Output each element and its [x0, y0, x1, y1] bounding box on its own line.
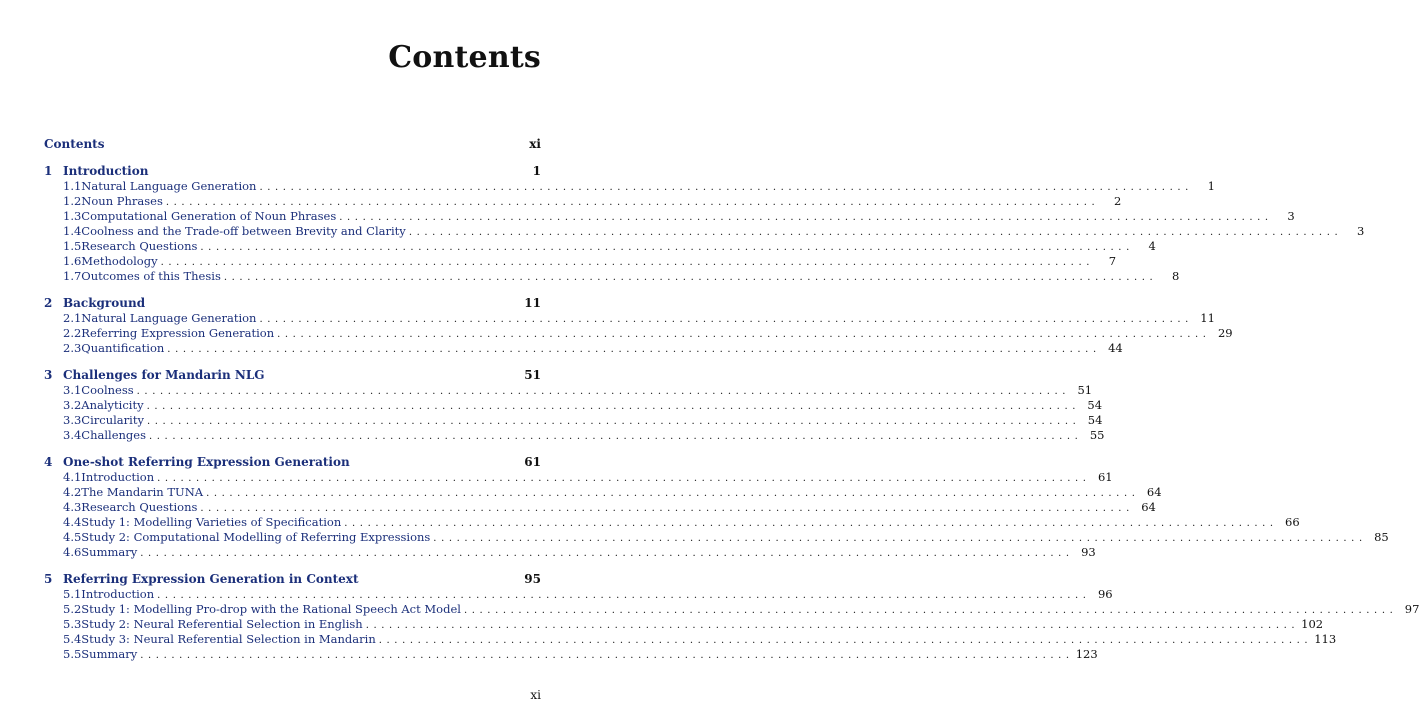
chapter-page: 61: [524, 455, 541, 469]
toc-section-entry[interactable]: [44, 254, 1117, 269]
section-number: 3.1: [63, 383, 82, 397]
toc-chapter-entry[interactable]: [44, 572, 541, 587]
chapter-title: Introduction: [63, 164, 149, 178]
toc-section-entry[interactable]: [44, 602, 1419, 617]
toc-chapter-entry[interactable]: [44, 296, 541, 311]
toc-section-entry[interactable]: [44, 383, 1093, 398]
toc-contents-label: Contents: [44, 137, 105, 151]
toc-section-entry[interactable]: [44, 647, 1098, 662]
section-page: 2: [1113, 194, 1122, 208]
table-of-contents: [44, 136, 1419, 662]
dot-leader: ........................................................................................................................: [149, 431, 1083, 442]
dot-leader: ........................................................................................................................: [167, 344, 1101, 355]
toc-section-entry[interactable]: [44, 326, 1233, 341]
section-title: Analyticity: [81, 398, 144, 412]
section-number: 4.1: [63, 470, 82, 484]
dot-leader: ........................................................................................................................: [408, 227, 1343, 238]
section-page: 29: [1217, 326, 1233, 340]
section-page: 123: [1075, 647, 1098, 661]
section-title: Computational Generation of Noun Phrases: [81, 209, 337, 223]
section-number: 1.1: [63, 179, 82, 193]
section-title: Introduction: [81, 470, 155, 484]
chapter-page: 11: [524, 296, 541, 310]
section-page: 113: [1314, 632, 1337, 646]
dot-leader: ........................................................................................................................: [339, 212, 1273, 223]
toc-section-entry[interactable]: [44, 428, 1105, 443]
section-title: Coolness and the Trade-off between Brevity and Clarity: [81, 224, 406, 238]
section-number: 5.2: [63, 602, 82, 616]
dot-leader: ........................................................................................................................: [140, 650, 1074, 661]
section-title: Challenges: [81, 428, 146, 442]
chapter-number: 2: [44, 296, 53, 310]
section-number: 1.6: [63, 254, 82, 268]
toc-section-entry[interactable]: [44, 194, 1122, 209]
dot-leader: ........................................................................................................................: [157, 590, 1091, 601]
section-page: 55: [1089, 428, 1105, 442]
section-title: Natural Language Generation: [81, 311, 257, 325]
section-number: 4.4: [63, 515, 82, 529]
section-number: 1.3: [63, 209, 82, 223]
section-page: 4: [1148, 239, 1156, 253]
section-number: 2.3: [63, 341, 82, 355]
toc-section-entry[interactable]: [44, 311, 1215, 326]
section-title: Circularity: [81, 413, 144, 427]
chapter-title: One-shot Referring Expression Generation: [63, 455, 350, 469]
section-title: Noun Phrases: [81, 194, 163, 208]
dot-leader: ........................................................................................................................: [344, 518, 1278, 529]
toc-section-entry[interactable]: [44, 545, 1096, 560]
section-number: 4.2: [63, 485, 82, 499]
section-number: 4.5: [63, 530, 82, 544]
chapter-number: 3: [44, 368, 53, 382]
toc-section-entry[interactable]: [44, 587, 1113, 602]
chapter-number: 1: [44, 164, 53, 178]
dot-leader: ........................................................................................................................: [146, 401, 1081, 412]
section-number: 1.5: [63, 239, 82, 253]
toc-contents-page: xi: [529, 137, 541, 151]
chapter-page: 51: [524, 368, 541, 382]
section-number: 1.7: [63, 269, 82, 283]
section-number: 3.2: [63, 398, 82, 412]
dot-leader: ........................................................................................................................: [277, 329, 1211, 340]
toc-chapter: [44, 572, 1419, 662]
section-title: The Mandarin TUNA: [81, 485, 204, 499]
toc-section-entry[interactable]: [44, 413, 1103, 428]
section-page: 44: [1108, 341, 1123, 355]
section-page: 3: [1287, 209, 1295, 223]
dot-leader: ........................................................................................................................: [160, 257, 1095, 268]
dot-leader: ........................................................................................................................: [378, 635, 1313, 646]
toc-section-entry[interactable]: [44, 617, 1324, 632]
toc-section-entry[interactable]: [44, 485, 1162, 500]
toc-section-entry[interactable]: [44, 500, 1156, 515]
section-title: Natural Language Generation: [81, 179, 257, 193]
chapter-title: Referring Expression Generation in Context: [63, 572, 359, 586]
section-number: 5.1: [63, 587, 82, 601]
section-title: Quantification: [81, 341, 165, 355]
section-page: 54: [1087, 398, 1103, 412]
section-title: Research Questions: [81, 239, 198, 253]
section-number: 1.4: [63, 224, 82, 238]
section-number: 4.6: [63, 545, 82, 559]
dot-leader: ........................................................................................................................: [140, 548, 1074, 559]
toc-section-entry[interactable]: [44, 209, 1295, 224]
chapter-page: 95: [524, 572, 541, 586]
section-page: 64: [1146, 485, 1162, 499]
section-page: 51: [1077, 383, 1093, 397]
chapter-number: 4: [44, 455, 53, 469]
section-number: 1.2: [63, 194, 82, 208]
section-page: 97: [1404, 602, 1419, 616]
section-title: Study 1: Modelling Varieties of Specification: [81, 515, 342, 529]
section-title: Methodology: [81, 254, 158, 268]
toc-chapter-entry[interactable]: [44, 368, 541, 383]
section-number: 3.4: [63, 428, 82, 442]
toc-section-entry[interactable]: [44, 632, 1337, 647]
dot-leader: ........................................................................................................................: [259, 182, 1193, 193]
section-page: 93: [1081, 545, 1096, 559]
section-title: Referring Expression Generation: [81, 326, 275, 340]
chapter-number: 5: [44, 572, 53, 586]
toc-contents-entry[interactable]: [44, 136, 541, 152]
section-title: Coolness: [81, 383, 134, 397]
section-page: 66: [1285, 515, 1300, 529]
dot-leader: ........................................................................................................................: [463, 605, 1398, 616]
toc-section-entry[interactable]: [44, 239, 1156, 254]
section-page: 102: [1301, 617, 1324, 631]
section-page: 8: [1171, 269, 1180, 283]
dot-leader: ........................................................................................................................: [200, 242, 1134, 253]
section-page: 11: [1200, 311, 1215, 325]
section-number: 5.4: [63, 632, 82, 646]
chapter-title: Background: [63, 296, 146, 310]
section-title: Study 3: Neural Referential Selection in Mandarin: [81, 632, 376, 646]
page-number: xi: [530, 688, 541, 702]
toc-chapter-entry[interactable]: [44, 164, 541, 179]
section-page: 7: [1108, 254, 1117, 268]
dot-leader: ........................................................................................................................: [136, 386, 1071, 397]
toc-section-entry[interactable]: [44, 224, 1365, 239]
chapter-page: 1: [532, 164, 541, 178]
toc-chapter: [44, 164, 1365, 284]
section-page: 85: [1374, 530, 1389, 544]
chapter-title: Challenges for Mandarin NLG: [63, 368, 265, 382]
section-title: Introduction: [81, 587, 155, 601]
section-page: 3: [1356, 224, 1365, 238]
section-number: 2.1: [63, 311, 82, 325]
toc-section-entry[interactable]: [44, 269, 1180, 284]
section-title: Research Questions: [81, 500, 198, 514]
section-page: 54: [1087, 413, 1103, 427]
page-heading: Contents: [388, 40, 541, 75]
dot-leader: ........................................................................................................................: [433, 533, 1367, 544]
toc-section-entry[interactable]: [44, 341, 1123, 356]
toc-section-entry[interactable]: [44, 515, 1300, 530]
section-number: 2.2: [63, 326, 82, 340]
dot-leader: ........................................................................................................................: [165, 197, 1100, 208]
section-number: 3.3: [63, 413, 82, 427]
section-page: 64: [1141, 500, 1156, 514]
toc-chapter: [44, 455, 1389, 560]
dot-leader: ........................................................................................................................: [259, 314, 1193, 325]
toc-section-entry[interactable]: [44, 398, 1103, 413]
dot-leader: ........................................................................................................................: [146, 416, 1081, 427]
section-title: Study 2: Neural Referential Selection in English: [81, 617, 363, 631]
dot-leader: ........................................................................................................................: [365, 620, 1300, 631]
toc-chapter: [44, 368, 1105, 443]
dot-leader: ........................................................................................................................: [157, 473, 1091, 484]
dot-leader: ........................................................................................................................: [200, 503, 1134, 514]
section-page: 96: [1097, 587, 1113, 601]
toc-section-entry[interactable]: [44, 179, 1215, 194]
dot-leader: ........................................................................................................................: [223, 272, 1158, 283]
section-title: Study 2: Computational Modelling of Referring Expressions: [81, 530, 431, 544]
toc-section-entry[interactable]: [44, 530, 1389, 545]
section-number: 4.3: [63, 500, 82, 514]
section-page: 1: [1207, 179, 1215, 193]
section-number: 5.5: [63, 647, 82, 661]
toc-section-entry[interactable]: [44, 470, 1113, 485]
section-title: Study 1: Modelling Pro-drop with the Rational Speech Act Model: [81, 602, 461, 616]
toc-chapter: [44, 296, 1233, 356]
section-title: Summary: [81, 647, 138, 661]
section-number: 5.3: [63, 617, 82, 631]
toc-chapter-entry[interactable]: [44, 455, 541, 470]
section-title: Summary: [81, 545, 138, 559]
dot-leader: ........................................................................................................................: [206, 488, 1140, 499]
section-title: Outcomes of this Thesis: [81, 269, 221, 283]
section-page: 61: [1097, 470, 1113, 484]
